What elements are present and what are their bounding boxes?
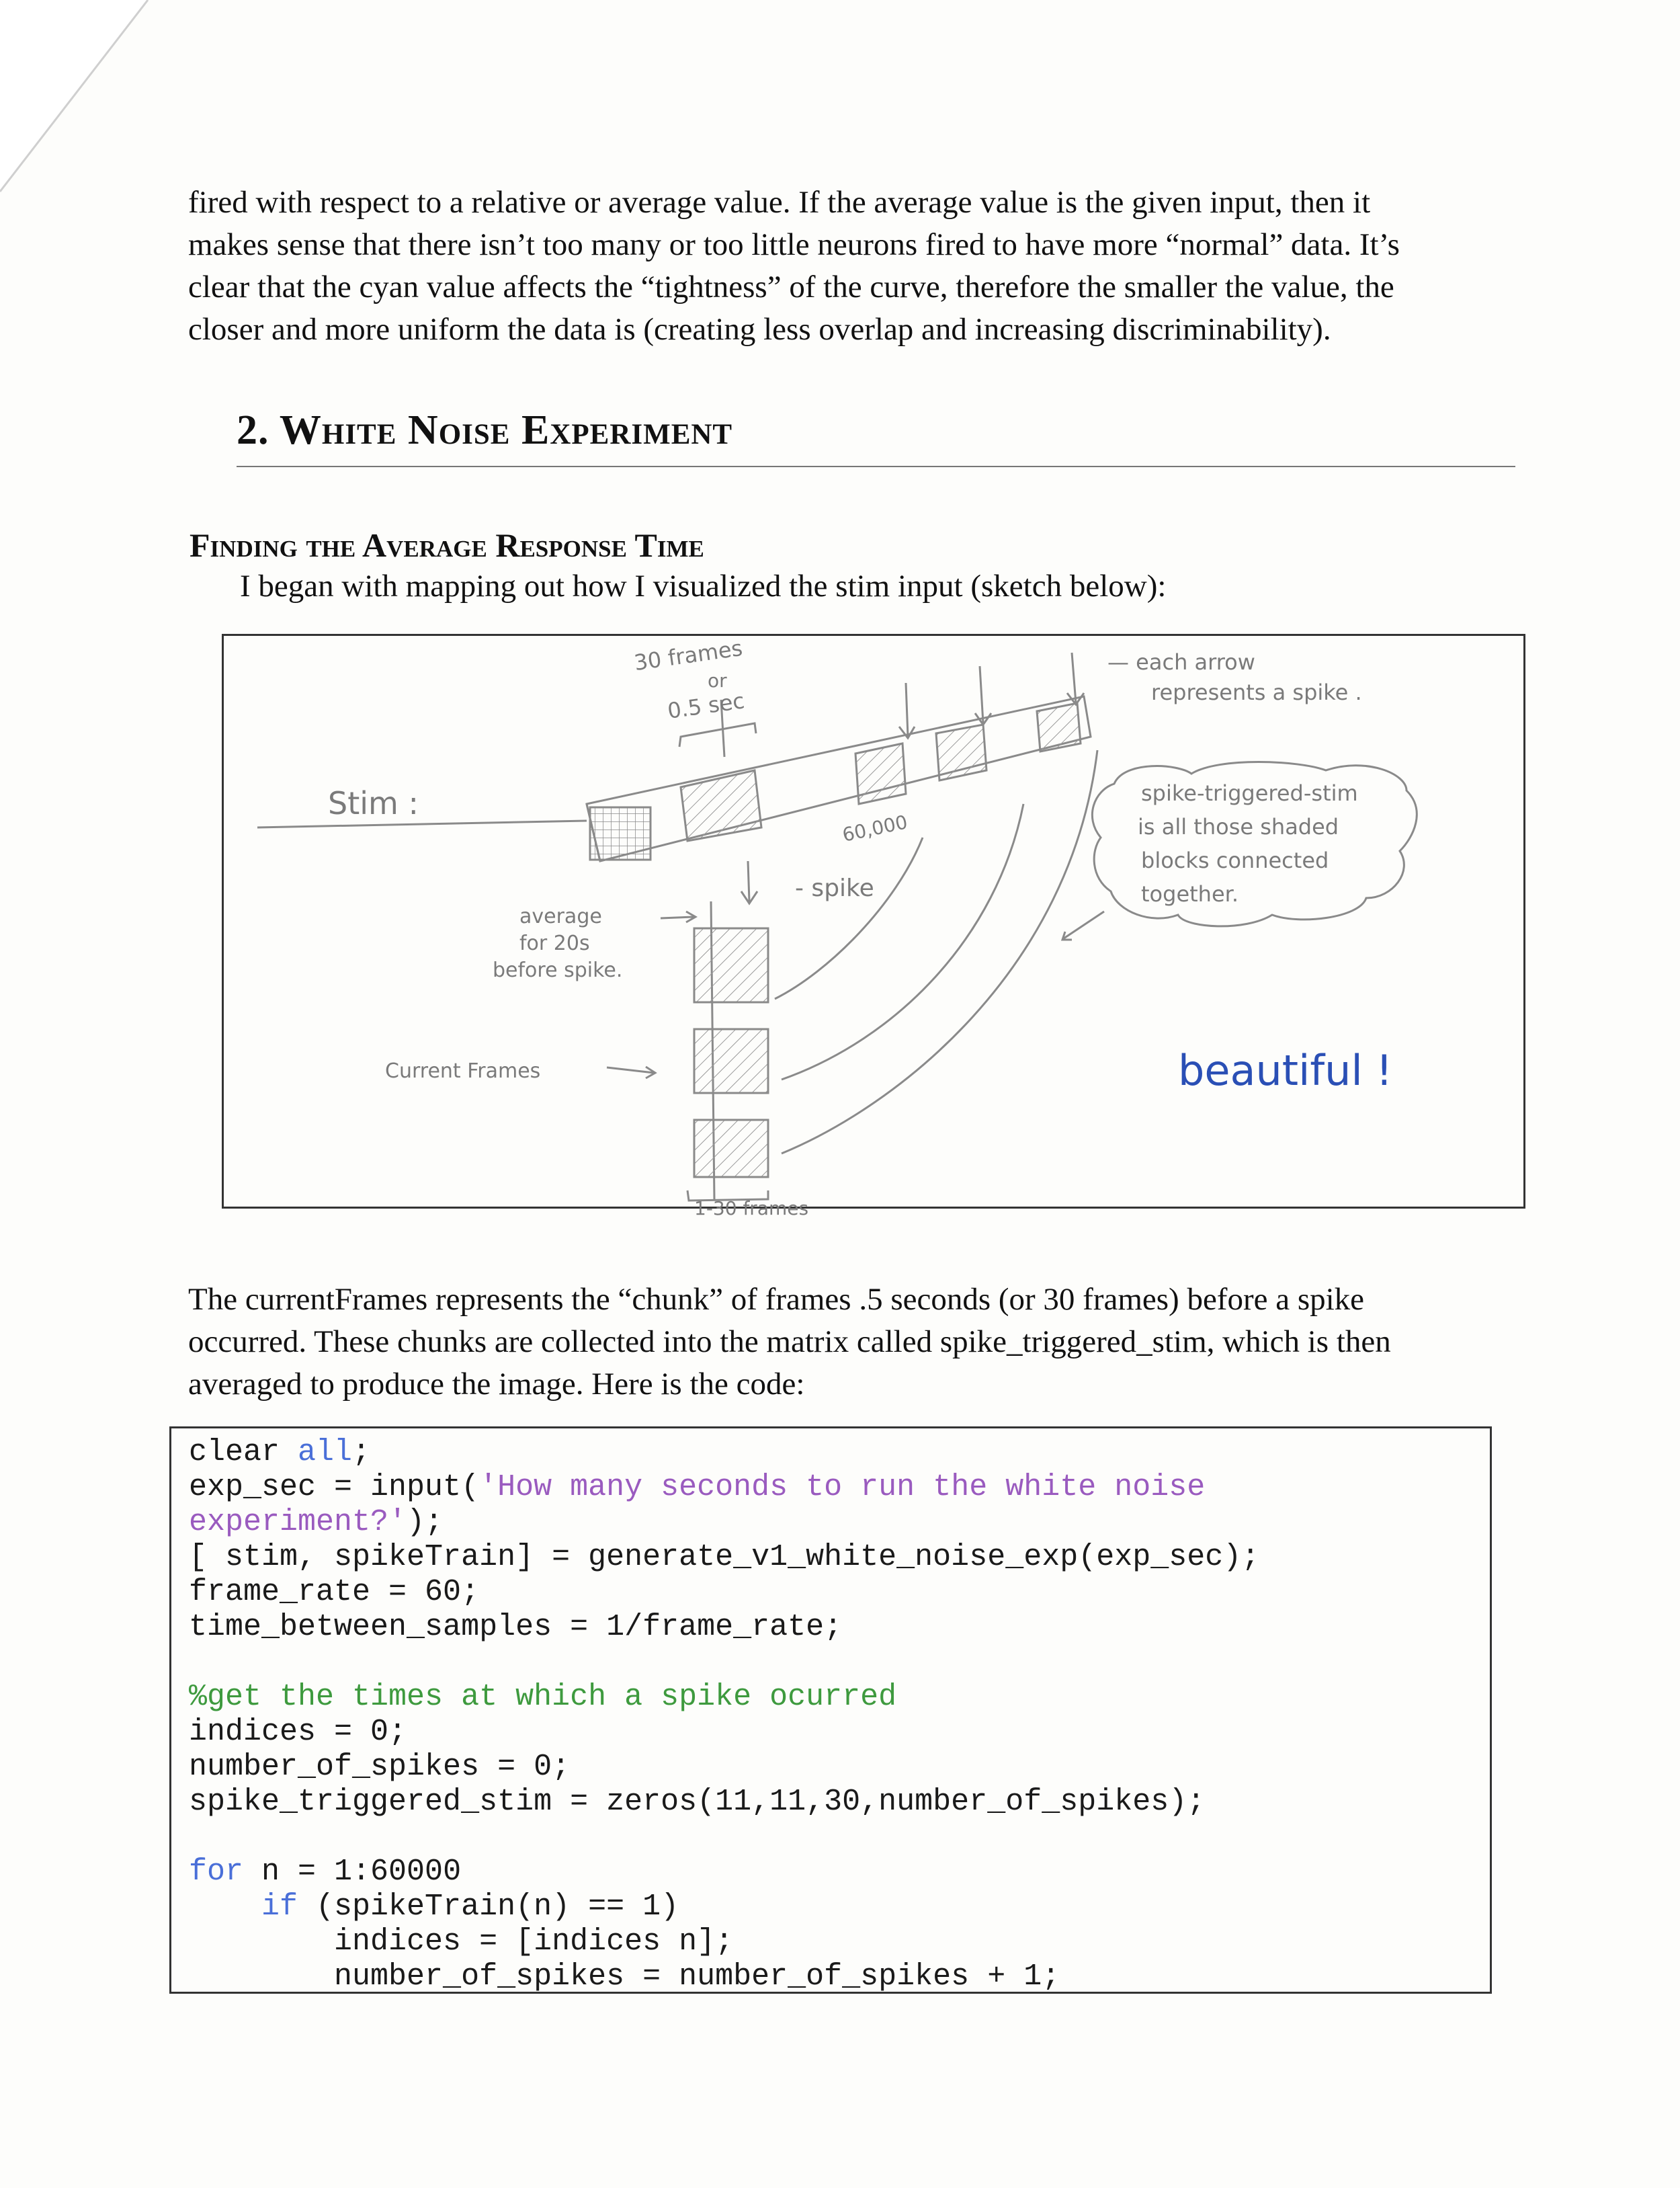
sketch-label-for-20s: for 20s: [519, 932, 590, 955]
code-line: frame_rate = 60;: [189, 1575, 480, 1609]
code-comment: %get the times at which a spike ocurred: [189, 1680, 897, 1714]
sketch-note-represents-spike: represents a spike .: [1151, 680, 1362, 705]
paragraph-2: [188, 1279, 1519, 1406]
text-line: clear that the cyan value affects the “tightness” of the curve, therefore the smaller the value, the: [188, 270, 1394, 305]
sketch-cloud-text: together.: [1141, 881, 1239, 907]
sketch-label-60000: 60,000: [840, 811, 910, 846]
section-divider: [237, 466, 1515, 467]
code-line: exp_sec = input('How many seconds to run the white noise: [189, 1470, 1206, 1504]
sketch-label-spike: - spike: [795, 875, 874, 902]
text-line: makes sense that there isn’t too many or too little neurons fired to have more “normal” data. It’s: [188, 227, 1400, 262]
stim-sketch-figure: [222, 634, 1525, 1219]
sketch-note-beautiful: beautiful !: [1178, 1046, 1393, 1095]
sketch-note-each-arrow: — each arrow: [1107, 649, 1255, 675]
text-line: averaged to produce the image. Here is the code:: [188, 1367, 805, 1402]
sketch-label-or: or: [708, 670, 727, 692]
code-line: if (spikeTrain(n) == 1): [189, 1890, 679, 1924]
text-line: closer and more uniform the data is (creating less overlap and increasing discriminability).: [188, 312, 1331, 347]
sketch-label-before-spike: before spike.: [493, 959, 623, 982]
code-line: indices = 0;: [189, 1715, 407, 1749]
code-line: experiment?');: [189, 1505, 444, 1539]
code-line: [ stim, spikeTrain] = generate_v1_white_noise_exp(exp_sec);: [189, 1540, 1260, 1574]
code-line: time_between_samples = 1/frame_rate;: [189, 1610, 843, 1644]
text-line: occurred. These chunks are collected into the matrix called spike_triggered_stim, which is then: [188, 1324, 1391, 1359]
sketch-label-30-frames: 30 frames: [632, 635, 745, 676]
sketch-label-half-second: 0.5 sec: [665, 688, 747, 724]
sketch-label-current-frames: Current Frames: [385, 1059, 541, 1083]
code-listing: [169, 1426, 1492, 1994]
code-line: number_of_spikes = 0;: [189, 1750, 571, 1784]
sketch-cloud-text: is all those shaded: [1138, 814, 1339, 840]
code-line: for n = 1:60000: [189, 1855, 462, 1889]
text-line: fired with respect to a relative or average value. If the average value is the given input, then it: [188, 185, 1371, 220]
paragraph-1: [188, 181, 1519, 351]
code-line: number_of_spikes = number_of_spikes + 1;: [189, 1959, 1060, 1994]
text-line: The currentFrames represents the “chunk” of frames .5 seconds (or 30 frames) before a spike: [188, 1282, 1365, 1317]
code-line: spike_triggered_stim = zeros(11,11,30,number_of_spikes);: [189, 1785, 1206, 1819]
subsection-title: Finding the Average Response Time: [190, 526, 704, 564]
page-corner-fold: [0, 0, 155, 202]
code-line: clear all;: [189, 1435, 371, 1469]
sketch-label-stim: Stim :: [328, 785, 419, 821]
sketch-drawing: [224, 636, 1523, 1207]
sketch-cloud-text: blocks connected: [1141, 848, 1329, 873]
sketch-label-1-30-frames: 1-30 frames: [694, 1197, 809, 1219]
code-line: indices = [indices n];: [189, 1924, 734, 1959]
intro-sentence: I began with mapping out how I visualized the stim input (sketch below):: [240, 569, 1167, 604]
sketch-cloud-text: spike-triggered-stim: [1141, 780, 1358, 806]
section-title: 2. White Noise Experiment: [237, 407, 733, 453]
sketch-label-average: average: [519, 905, 602, 928]
